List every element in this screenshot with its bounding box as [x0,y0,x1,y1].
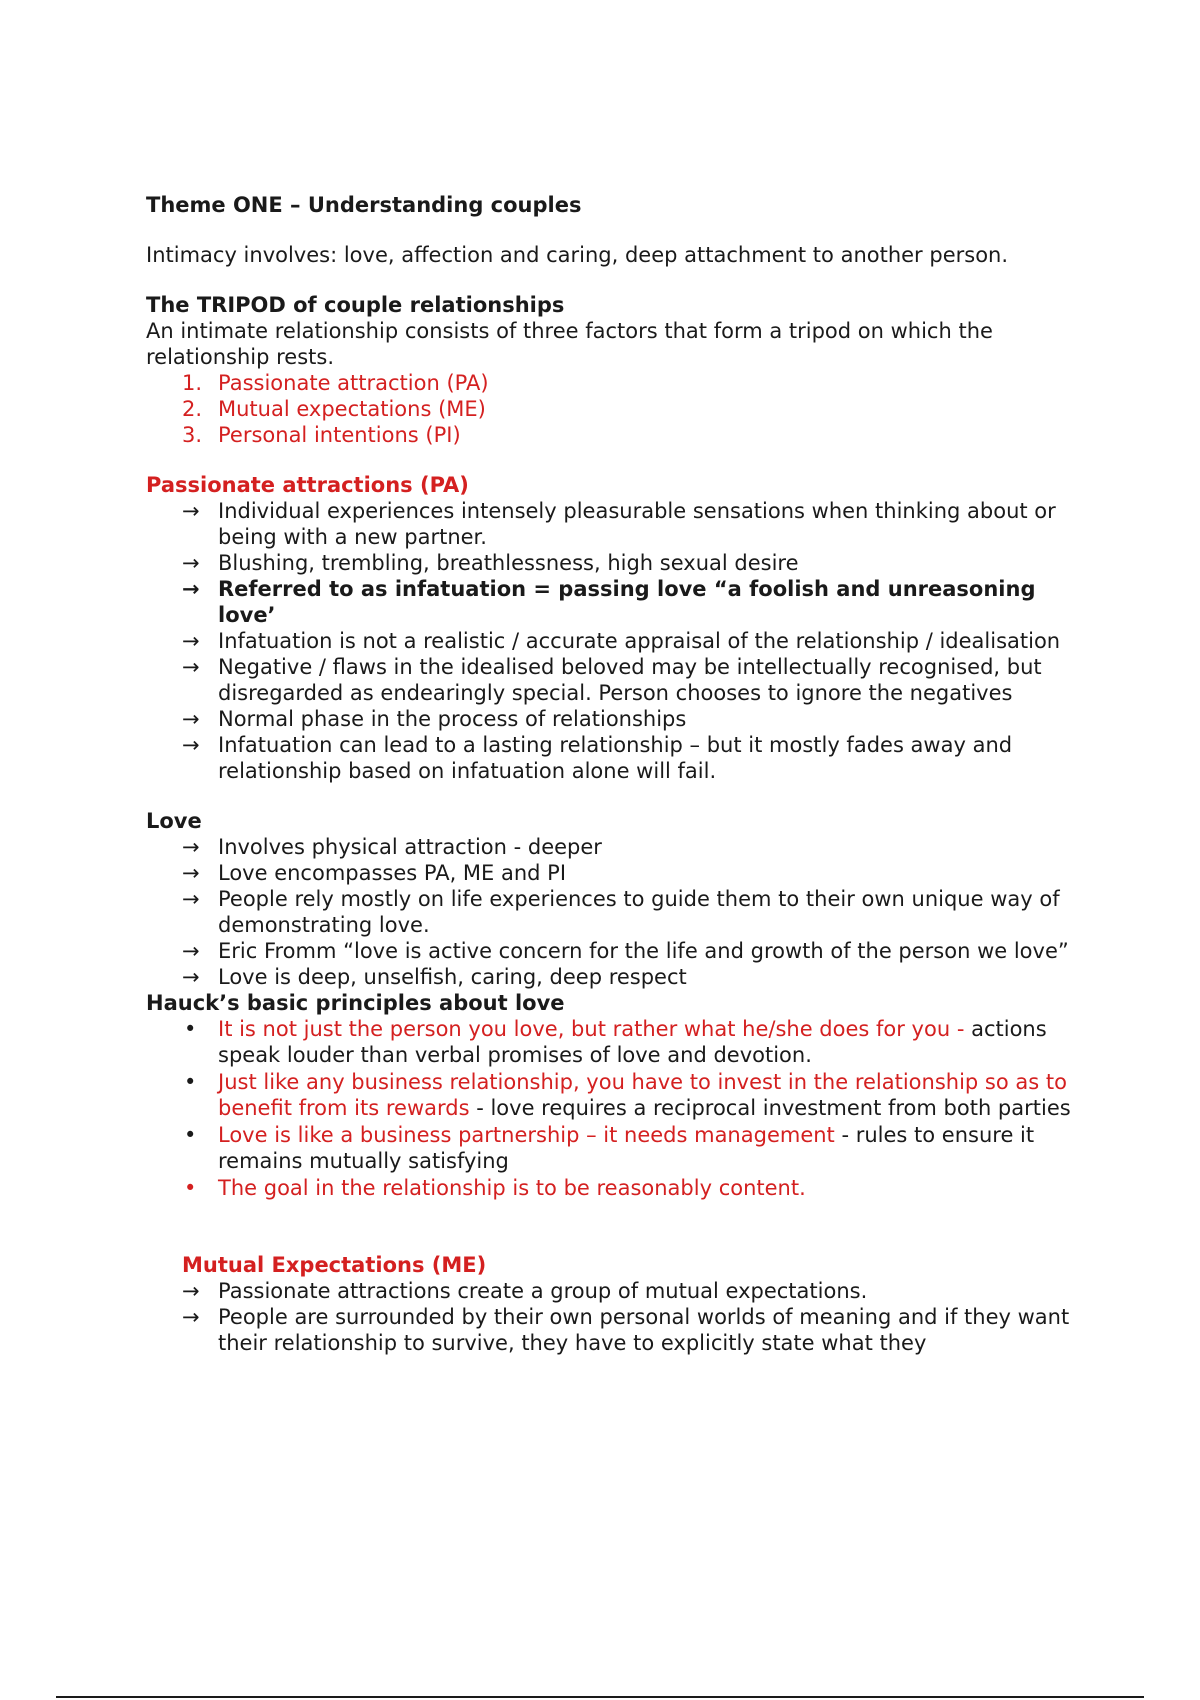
document-title: Theme ONE – Understanding couples [146,193,582,217]
bullet-icon: • [184,1017,197,1041]
list-item: • Just like any business relationship, you have to invest in the relationship so as to benefit from its rewards - love requires a reciprocal investment from both parties [184,1070,1071,1120]
arrow-icon: → [182,861,200,885]
list-item: → Individual experiences intensely pleasurable sensations when thinking about or being with a new partner. [182,499,1056,549]
passionate-list [146,498,1096,784]
arrow-icon: → [182,577,200,601]
love-list [146,834,1096,990]
list-item: 1. Passionate attraction (PA) [182,371,489,395]
list-item: → People are surrounded by their own personal worlds of meaning and if they want their relationship to survive, they have to explicitly state what they [182,1305,1070,1355]
arrow-icon: → [182,835,200,859]
arrow-icon: → [182,965,200,989]
list-item: → Referred to as infatuation = passing love “a foolish and unreasoning love’ [182,577,1036,627]
hauck-heading: Hauck’s basic principles about love [146,991,565,1015]
arrow-icon: → [182,707,200,731]
arrow-icon: → [182,629,200,653]
hauck-list [146,1016,1096,1201]
arrow-icon: → [182,939,200,963]
list-item: → Infatuation is not a realistic / accurate appraisal of the relationship / idealisation [182,629,1061,653]
list-item: 3. Personal intentions (PI) [182,423,461,447]
list-item: → Love is deep, unselfish, caring, deep respect [182,965,687,989]
intimacy-paragraph: Intimacy involves: love, affection and caring, deep attachment to another person. [146,243,1009,267]
arrow-icon: → [182,499,200,523]
arrow-icon: → [182,887,200,911]
list-item: • It is not just the person you love, but rather what he/she does for you - actions speak louder than verbal promises of love and devotion. [184,1017,1047,1067]
arrow-icon: → [182,1305,200,1329]
passionate-heading: Passionate attractions (PA) [146,473,469,497]
list-item: • The goal in the relationship is to be reasonably content. [184,1176,806,1200]
arrow-icon: → [182,1279,200,1303]
document-body [146,192,1096,1356]
bullet-icon: • [184,1176,197,1200]
list-item: → Infatuation can lead to a lasting relationship – but it mostly fades away and relationship based on infatuation alone will fail. [182,733,1013,783]
bullet-icon: • [184,1123,197,1147]
tripod-intro: An intimate relationship consists of three factors that form a tripod on which the relationship rests. [146,319,993,369]
arrow-icon: → [182,733,200,757]
mutual-heading: Mutual Expectations (ME) [182,1253,487,1277]
bullet-icon: • [184,1070,197,1094]
list-item: → Love encompasses PA, ME and PI [182,861,567,885]
list-item: 2. Mutual expectations (ME) [182,397,486,421]
list-item: → Blushing, trembling, breathlessness, high sexual desire [182,551,799,575]
list-item: → People rely mostly on life experiences to guide them to their own unique way of demonstrating love. [182,887,1060,937]
tripod-list [146,370,1096,448]
footer-divider [56,1696,1144,1698]
list-item: → Eric Fromm “love is active concern for the life and growth of the person we love” [182,939,1069,963]
list-item: → Involves physical attraction - deeper [182,835,602,859]
arrow-icon: → [182,655,200,679]
arrow-icon: → [182,551,200,575]
tripod-heading: The TRIPOD of couple relationships [146,293,565,317]
mutual-list [146,1278,1096,1356]
list-item: → Negative / flaws in the idealised beloved may be intellectually recognised, but disregarded as endearingly special. Person chooses to ignore the negatives [182,655,1042,705]
love-heading: Love [146,809,202,833]
list-item: → Normal phase in the process of relationships [182,707,687,731]
list-item: • Love is like a business partnership – it needs management - rules to ensure it remains mutually satisfying [184,1123,1035,1173]
list-item: → Passionate attractions create a group of mutual expectations. [182,1279,868,1303]
